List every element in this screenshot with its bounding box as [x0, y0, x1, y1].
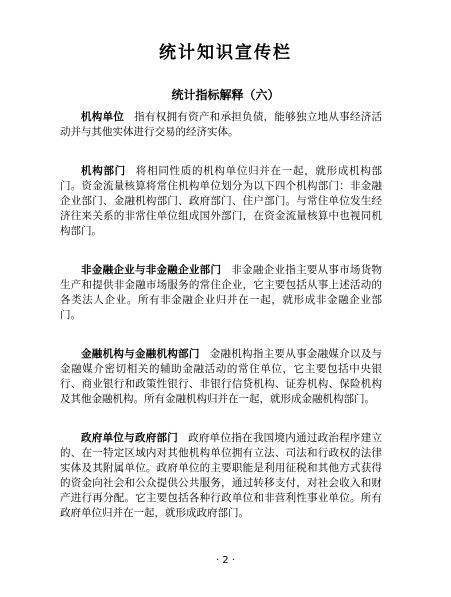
term-heading: 政府单位与政府部门 — [81, 432, 179, 444]
paragraph-institutional-unit — [60, 110, 382, 140]
term-heading: 金融机构与金融机构部门 — [81, 348, 200, 360]
term-definition: 政府单位指在我国境内通过政治程序建立的、在一特定区域内对其他机构单位拥有立法、司法和行政权的法律实体及其附属单位。政府单位的主要职能是利用征税和其他方式获得的资金向社会和公众提供公共服务，通过转移支付，对社会收入和财产进行再分配。它主要包括各种行政单位和非营利性事业单位。所有政府单位归并在一起，就形成政府部门。 — [60, 432, 383, 519]
term-definition: 非金融企业指主要从事市场货物生产和提供非金融市场服务的常住企业，它主要包括从事上述活动的各类法人企业。所有非金融企业归并在一起，就形成非金融企业部门。 — [60, 264, 382, 321]
section-subtitle: 统计指标解释（六） — [171, 88, 280, 102]
term-heading: 机构单位 — [81, 111, 125, 123]
paragraph-government-unit — [60, 431, 382, 521]
paragraph-institutional-sector — [60, 164, 382, 239]
document-body — [60, 110, 382, 545]
term-definition: 指有权拥有资产和承担负债，能够独立地从事经济活动并与其他实体进行交易的经济实体。 — [60, 111, 383, 138]
term-definition: 将相同性质的机构单位归并在一起，就形成机构部门。资金流量核算将常住机构单位划分为以下四个机构部门：非金融企业部门、金融机构部门、政府部门、住户部门。与常住单位发生经济往来关系的非常住单位组成国外部门，在资金流量核算中也视同机构部门。 — [60, 165, 383, 237]
term-heading: 机构部门 — [81, 165, 126, 177]
term-definition: 金融机构指主要从事金融媒介以及与金融媒介密切相关的辅助金融活动的常住单位，它主要包括中央银行、商业银行和政策性银行、非银行信贷机构、证券机构、保险机构及其他金融机构。所有金融机构归并在一起，就形成金融机构部门。 — [60, 348, 383, 405]
term-heading: 非金融企业与非金融企业部门 — [81, 264, 222, 276]
paragraph-non-financial-enterprise — [60, 263, 382, 323]
page-number: · 2 · — [215, 555, 236, 566]
page-title: 统计知识宣传栏 — [159, 43, 292, 63]
paragraph-financial-institution — [60, 347, 382, 407]
